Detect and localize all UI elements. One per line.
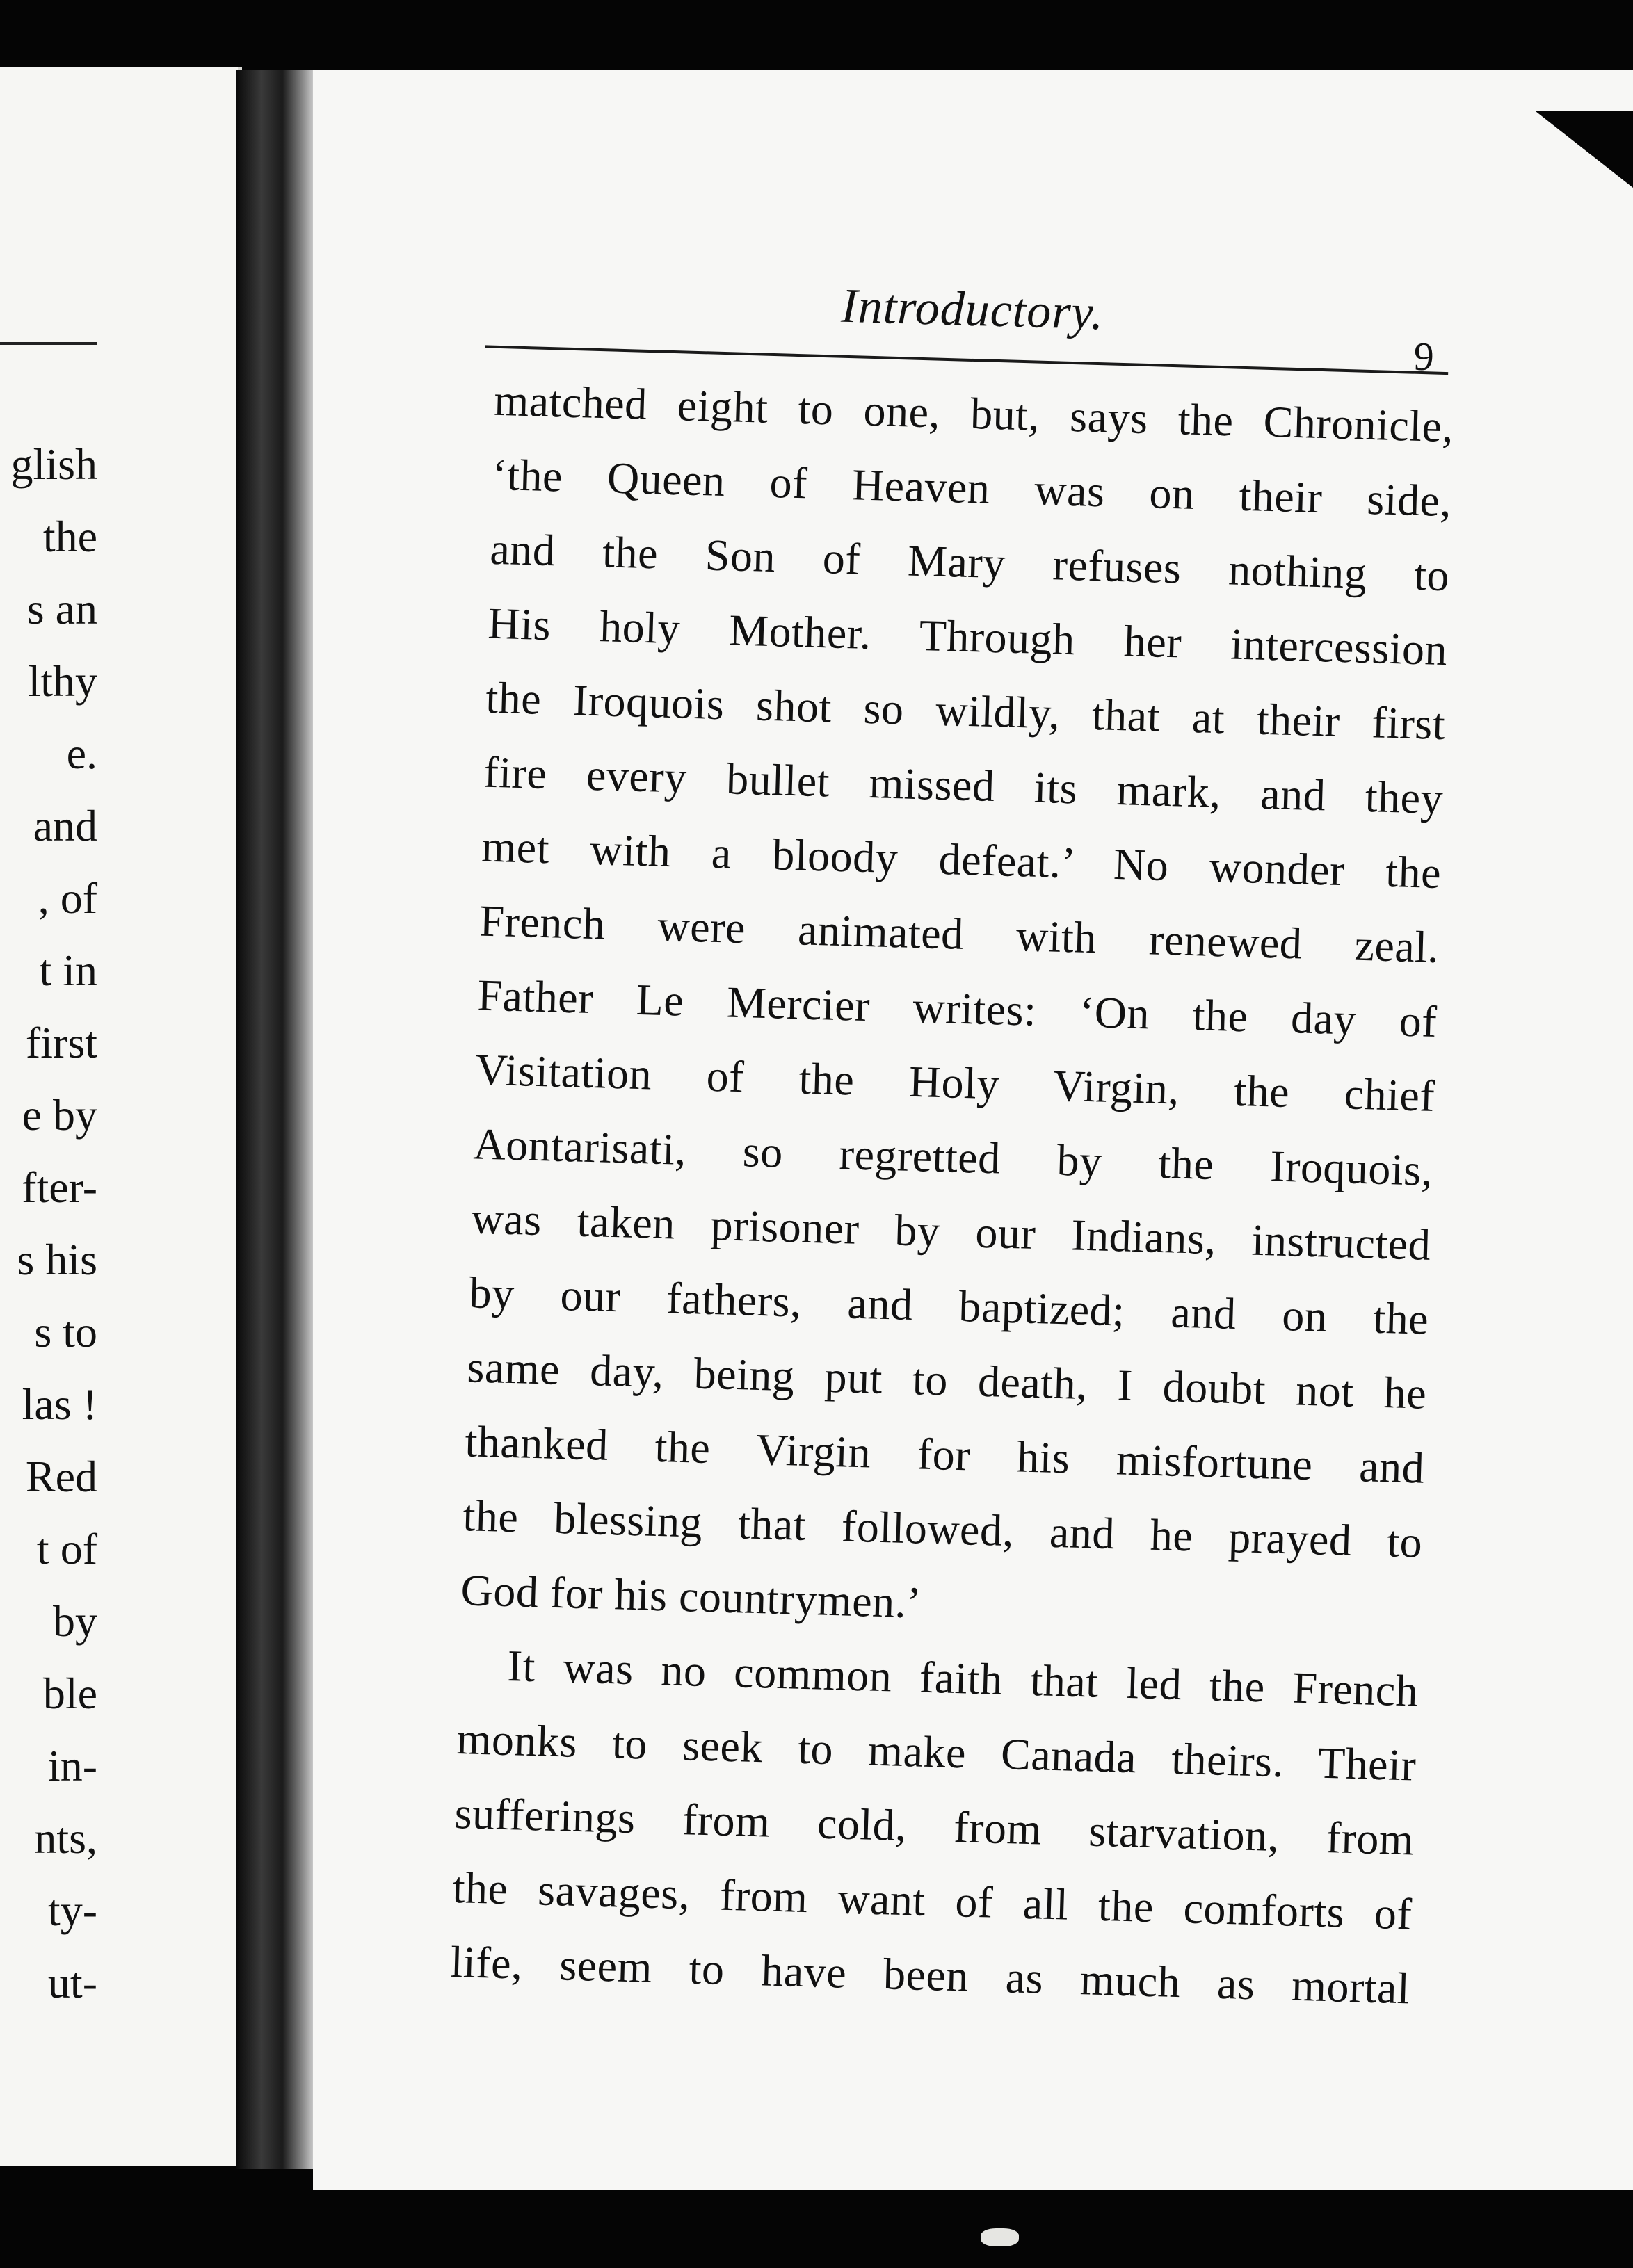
left-line: las ! [22,1379,97,1429]
text-line: God for his countrymen.’ [460,1565,923,1628]
scan-artifact [981,2228,1019,2246]
text-line: sufferings from cold, from starvation, from [453,1788,1415,1865]
text-line: and the Son of Mary refuses nothing to [489,524,1451,601]
left-line: nts, [34,1813,97,1863]
left-line: t of [36,1524,97,1573]
text-line: Visitation of the Holy Virgin, the chief [474,1044,1436,1121]
left-line: the [42,512,97,561]
main-page [313,70,1633,2190]
left-line: and [33,801,97,850]
paragraph-first-line: It was no common faith that led the French [506,1641,1419,1716]
left-page-text [0,428,97,2019]
page-number: 9 [1413,333,1435,380]
text-line: life, seem to have been as much as mortal [449,1936,1411,2014]
text-line: thanked the Virgin for his misfortune and [464,1416,1426,1493]
left-line: glish [10,439,97,489]
left-line: in- [47,1741,97,1790]
left-line: s an [26,584,97,633]
left-page-head-rule [0,342,97,345]
left-line: by [53,1596,97,1646]
text-line: Aontarisati, so regretted by the Iroquois, [472,1119,1434,1195]
left-line: s his [17,1235,97,1284]
text-line: same day, being put to death, I doubt not he [466,1342,1428,1418]
left-line: fter- [22,1163,97,1212]
left-line: Red [25,1452,97,1501]
text-line: by our fathers, and baptized; and on the [468,1267,1430,1344]
book-gutter-shadow [236,70,320,2169]
text-line: met with a bloody defeat.’ No wonder the [481,821,1442,898]
text-line: His holy Mother. Through her intercession [487,598,1449,675]
body-text [449,363,1454,2026]
text-line: matched eight to one, but, says the Chronicle, [493,375,1455,452]
running-head: Introductory. [840,279,1105,341]
text-line: monks to seek to make Canada theirs. Their [456,1714,1417,1790]
text-line: fire every bullet missed its mark, and they [483,747,1445,824]
text-line: French were animated with renewed zeal. [478,896,1440,973]
text-line: was taken prisoner by our Indians, instructed [470,1193,1432,1270]
left-line: first [25,1018,97,1067]
left-line: ty- [47,1886,97,1935]
text-line: the savages, from want of all the comforts of [451,1862,1413,1939]
text-line: Father Le Mercier writes: ‘On the day of [476,970,1438,1046]
left-line: s to [34,1307,97,1356]
left-line: e. [66,729,97,778]
left-line: e by [22,1090,97,1140]
left-line: , of [38,873,97,923]
text-line: the Iroquois shot so wildly, that at their first [485,672,1447,750]
facing-page-left [0,67,242,2166]
left-line: ut- [47,1958,97,2007]
page-text-block [313,70,1633,2190]
left-line: lthy [28,656,97,706]
text-line: ‘the Queen of Heaven was on their side, [491,449,1453,526]
left-line: ble [42,1669,97,1718]
left-line: t in [39,946,97,995]
text-line: the blessing that followed, and he prayed to [462,1491,1424,1567]
